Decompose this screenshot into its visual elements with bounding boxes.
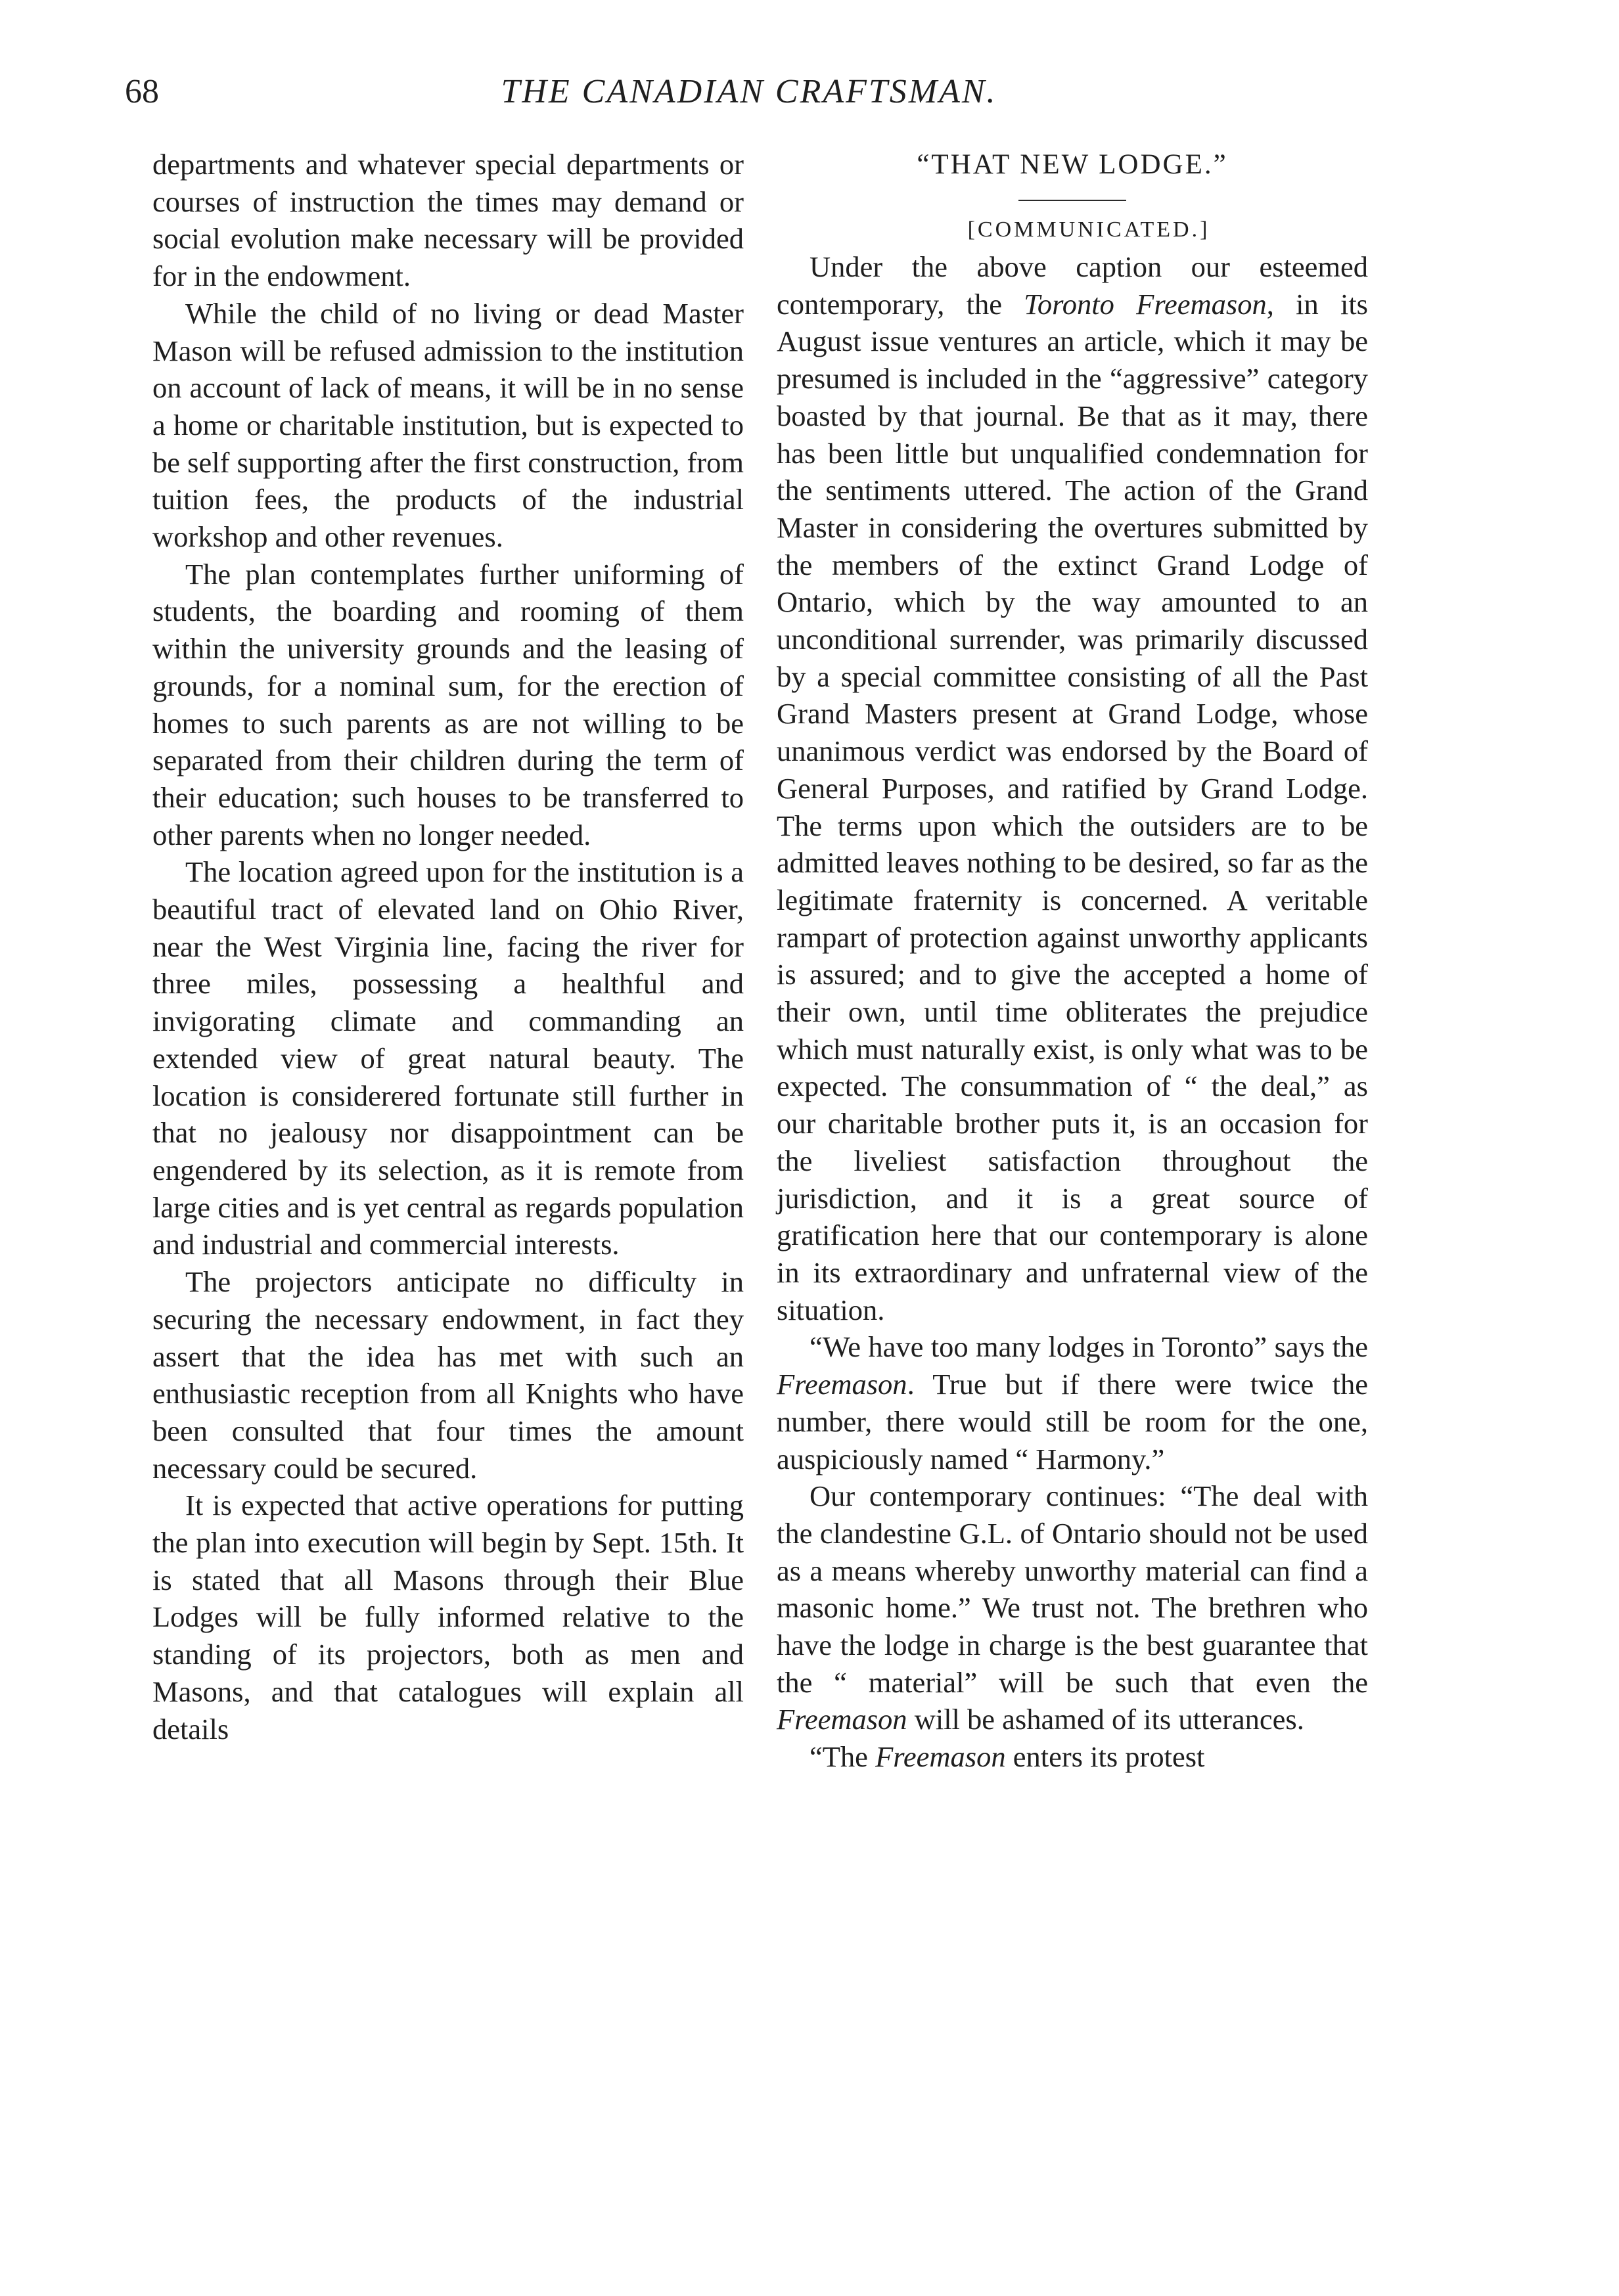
paragraph: The plan contemplates further uniforming of students, the boarding and rooming of them within the university grounds and the leasing of grounds, for a nominal sum, for the erection of homes to such parents as are not willing to be separated from their children during the term of their education; such houses to be transferred to other parents when no longer needed. [152,557,744,851]
title-rule [1018,200,1126,201]
running-head [125,71,1373,124]
left-column [152,146,744,1747]
paragraph-text: Our contemporary continues: “The deal with the clandestine G.L. of Ontario should not be used as a means whereby unworthy material can find a masonic home.” We trust not. The brethren who have the lodge in charge is the best guarantee that the “ material” will be such that even the [777,1479,1368,1699]
communicated-note: [COMMUNICATED.] [967,217,1210,242]
paragraph: The location agreed upon for the institution is a beautiful tract of elevated land on Ohio River, near the West Virginia line, facing the river for three miles, possessing a healthful and invigorating climate and commanding an extended view of great natural beauty. The location is considerered fortunate still further in that no jealousy nor disappointment can be engendered by its selection, as it is remote from large cities and is yet central as regards population and industrial and commercial interests. [152,855,744,1261]
italic-publication-name: Freemason [875,1740,1006,1774]
paragraph [777,1738,1368,1776]
paragraph [777,1328,1368,1477]
paragraph-text: enters its protest [1005,1740,1205,1774]
paragraph-text: “The [810,1740,876,1774]
paragraph [777,1477,1368,1738]
paragraph [777,248,1368,1328]
paragraph-text: , in its August issue ventures an article, which it may be presumed is included in the “aggressive” category boasted by that journal. Be that as it may, there has been little but unqualified condemnation for the sentiments uttered. The action of the Grand Master in considering the overtures submitted by the members of the extinct Grand Lodge of Ontario, which by the way amounted to an unconditional surrender, was primarily discussed by a special committee consisting of all the Past Grand Masters present at Grand Lodge, whose unanimous verdict was endorsed by the Board of General Purposes, and ratified by Grand Lodge. The terms upon which the outsiders are to be admitted leaves nothing to be desired, so far as the legitimate fraternity is concerned. A veritable rampart of protection against unworthy applicants is assured; and to give the accepted a home of their own, until time obliterates the prejudice which must naturally exist, is only what was to be expected. The consummation of “ the deal,” as our charitable brother puts it, is an occasion for the liveliest satisfaction throughout the jurisdiction, and it is a great source of gratification here that our contemporary is alone in its extraordinary and unfraternal view of the situation. [777,287,1368,1326]
paragraph-text: Under the above caption our esteemed contemporary, the [777,250,1368,321]
article-title: “THAT NEW LODGE.” [917,149,1228,180]
paragraph-text: “We have too many lodges in Toronto” says the [810,1330,1368,1364]
page-number: 68 [125,73,159,110]
journal-title: THE CANADIAN CRAFTSMAN. [501,73,997,110]
italic-publication-name: Freemason [777,1368,907,1401]
paragraph-text: . True but if there were twice the number, there would still be room for the one, auspiciously named “ Harmony.” [777,1368,1368,1475]
paragraph: It is expected that active operations for putting the plan into execution will begin by Sept. 15th. It is stated that all Masons through their Blue Lodges will be fully informed relative to the standing of its projectors, both as men and Masons, and that catalogues will explain all details [152,1489,744,1745]
right-column [777,146,1368,1776]
italic-publication-name: Toronto Freemason [1024,287,1267,321]
paragraph-text: will be ashamed of its utterances. [907,1703,1304,1736]
paragraph: departments and whatever special departments or courses of instruction the times may demand or social evolution make necessary will be provided for in the endowment. [152,148,744,293]
paragraph: The projectors anticipate no difficulty in securing the necessary endowment, in fact they assert that the idea has met with such an enthusiastic reception from all Knights who have been consulted that four times the amount necessary could be secured. [152,1265,744,1485]
paragraph: While the child of no living or dead Master Mason will be refused admission to the institution on account of lack of means, it will be in no sense a home or charitable institution, but is expected to be self supporting after the first construction, from tuition fees, the products of the industrial workshop and other revenues. [152,296,744,554]
italic-publication-name: Freemason [777,1703,907,1736]
